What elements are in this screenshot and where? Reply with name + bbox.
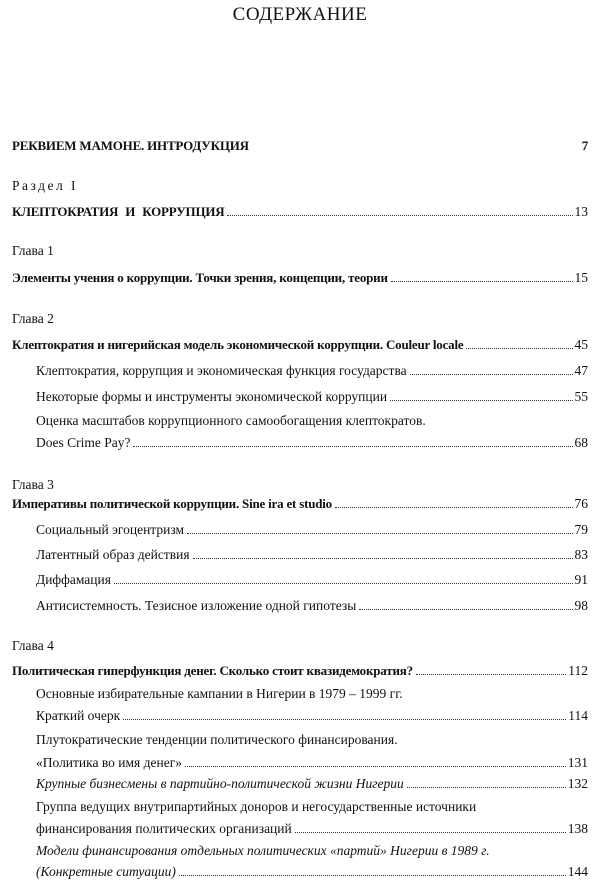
entry-page: 98 (574, 598, 588, 613)
entry-title: Крупные бизнесмены в партийно-политической жизни Нигерии (36, 776, 404, 791)
entry-title: «Политика во имя денег» (36, 755, 183, 770)
entry-page: 112 (568, 663, 588, 678)
entry-title: Клептократия, коррупция и экономическая функция государства (36, 363, 407, 378)
entry-title: Диффамация (36, 572, 111, 587)
leader (390, 400, 572, 401)
leader (133, 446, 572, 447)
leader (416, 674, 566, 675)
toc-entry[interactable] (36, 862, 588, 882)
leader (114, 583, 573, 584)
toc-entry[interactable] (36, 433, 588, 453)
chapter-label: Глава 2 (12, 311, 54, 326)
toc-entry-section[interactable] (12, 202, 588, 222)
chapter-label: Глава 3 (12, 477, 54, 492)
leader (359, 609, 572, 610)
entry-title: Социальный эгоцентризм (36, 522, 185, 537)
entry-title: Императивы политической коррупции. Sine ira et studio (12, 496, 332, 511)
entry-title: (Конкретные ситуации) (36, 864, 176, 879)
toc-entry[interactable] (36, 570, 588, 590)
leader (187, 533, 572, 534)
entry-title-line1: Оценка масштабов коррупционного самообогащения клептократов. (36, 413, 426, 428)
toc-entry[interactable] (36, 387, 588, 407)
toc-entry-intro[interactable] (12, 136, 588, 156)
entry-title: Политическая гиперфункция денег. Сколько стоит квазидемократия? (12, 663, 413, 678)
chapter-label: Глава 4 (12, 638, 54, 653)
entry-title-line1: Основные избирательные кампании в Нигерии в 1979 – 1999 гг. (36, 686, 403, 701)
entry-title: Does Crime Pay? (36, 435, 131, 450)
entry-title: КЛЕПТОКРАТИЯ И КОРРУПЦИЯ (12, 204, 225, 219)
toc-entry[interactable] (36, 819, 588, 839)
toc-entry-chapter[interactable] (12, 335, 588, 355)
toc-entry[interactable] (36, 520, 588, 540)
entry-title-line1: Группа ведущих внутрипартийных доноров и негосударственные источники (36, 799, 477, 814)
entry-title: Элементы учения о коррупции. Точки зрения, концепции, теории (12, 270, 388, 285)
entry-page: 144 (567, 864, 588, 879)
leader (391, 281, 573, 282)
toc-entry[interactable] (36, 706, 588, 726)
toc-entry[interactable] (36, 774, 588, 794)
leader (407, 787, 566, 788)
entry-page: 45 (574, 337, 588, 352)
leader (295, 832, 566, 833)
entry-page: 132 (567, 776, 588, 791)
entry-page: 47 (574, 363, 588, 378)
entry-page: 114 (568, 708, 588, 723)
entry-title: Краткий очерк (36, 708, 121, 723)
entry-title-line1: Плутократические тенденции политического финансирования. (36, 732, 398, 747)
page-title: СОДЕРЖАНИЕ (232, 4, 368, 25)
toc-entry-chapter[interactable] (12, 661, 588, 681)
entry-title: финансирования политических организаций (36, 821, 292, 836)
entry-page: 91 (574, 572, 588, 587)
leader (123, 719, 566, 720)
toc-entry[interactable] (36, 753, 588, 773)
entry-page: 13 (574, 204, 588, 219)
chapter-label: Глава 1 (12, 243, 54, 258)
entry-title: Латентный образ действия (36, 547, 190, 562)
leader (227, 215, 572, 216)
toc-entry[interactable] (36, 545, 588, 565)
toc-entry-chapter[interactable] (12, 494, 588, 514)
toc-entry[interactable] (36, 596, 588, 616)
leader (410, 374, 573, 375)
toc-entry-chapter[interactable] (12, 268, 588, 288)
entry-page: 76 (574, 496, 588, 511)
toc-entry[interactable] (36, 361, 588, 381)
leader (185, 766, 566, 767)
entry-page: 79 (574, 522, 588, 537)
leader (193, 558, 573, 559)
entry-title-line1: Модели финансирования отдельных политических «партий» Нигерии в 1989 г. (36, 843, 490, 858)
section-label: Раздел I (12, 178, 79, 193)
entry-page: 15 (574, 270, 588, 285)
leader (335, 507, 573, 508)
entry-title: Некоторые формы и инструменты экономической коррупции (36, 389, 388, 404)
entry-page: 138 (567, 821, 588, 836)
entry-page: 55 (574, 389, 588, 404)
entry-page: 83 (574, 547, 588, 562)
entry-page: 7 (581, 138, 588, 153)
entry-title: Клептократия и нигерийская модель экономической коррупции. Couleur locale (12, 337, 464, 352)
entry-page: 131 (567, 755, 588, 770)
entry-title: Антисистемность. Тезисное изложение одной гипотезы (36, 598, 357, 613)
entry-title: РЕКВИЕМ МАМОНЕ. ИНТРОДУКЦИЯ (12, 138, 249, 153)
leader (466, 348, 572, 349)
leader (179, 875, 566, 876)
entry-page: 68 (574, 435, 588, 450)
